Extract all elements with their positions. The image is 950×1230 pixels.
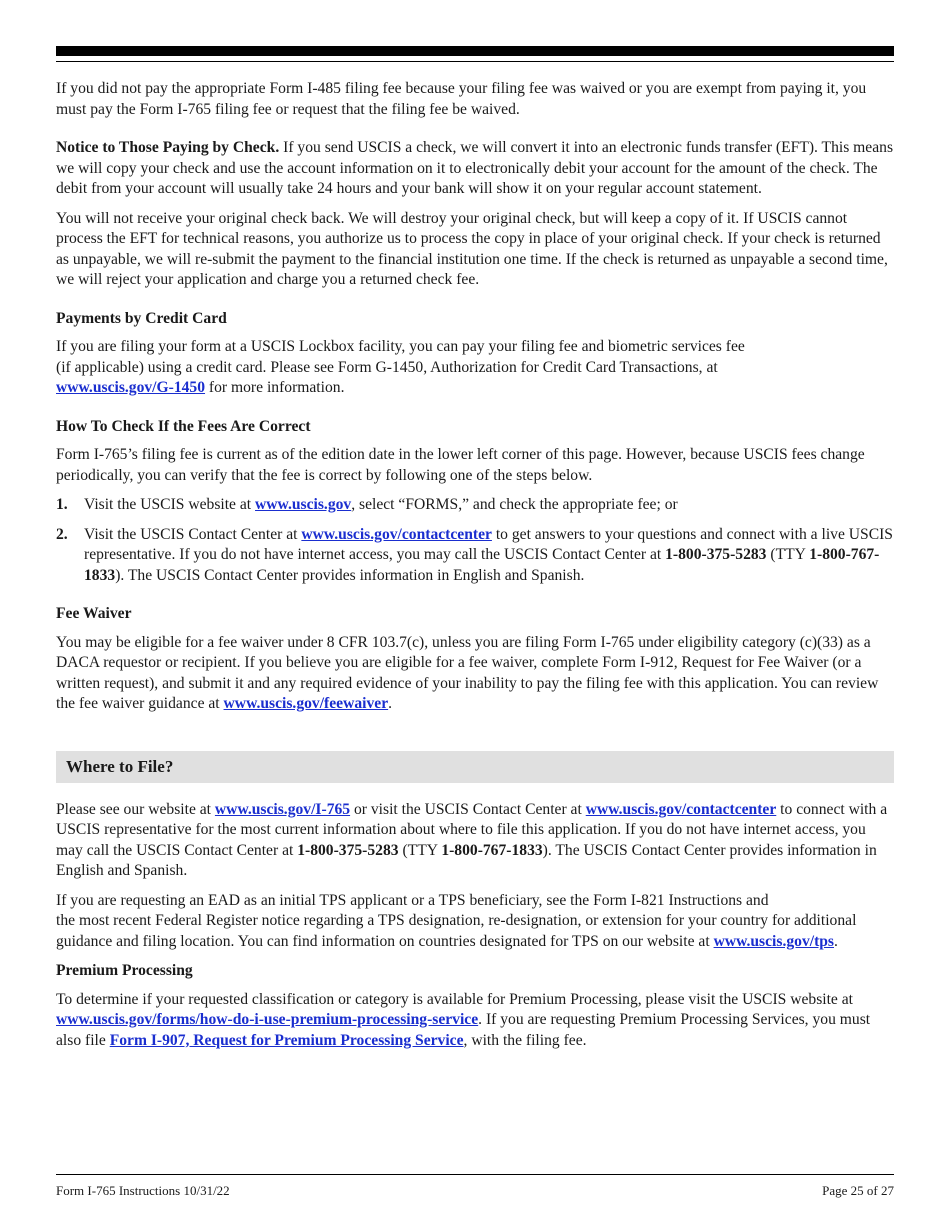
list-item	[56, 495, 894, 516]
credit-card-paragraph	[56, 337, 894, 399]
list-item	[56, 525, 894, 587]
list-item-number: 1.	[56, 496, 68, 513]
intro-paragraph: If you did not pay the appropriate Form I-485 filing fee because your filing fee was waived or you are exempt from paying it, you must pay the Form I-765 filing fee or request that the filing fee be waived.	[56, 80, 867, 118]
footer-rule	[56, 1174, 894, 1175]
where-to-file-paragraph-2	[56, 891, 894, 953]
header-rule-thin	[56, 61, 894, 62]
wtf-text: Please see our website at	[56, 800, 215, 818]
premium-text: . If you are requesting Premium Processing Services, you must also file	[56, 1011, 871, 1049]
page-content	[56, 79, 894, 1060]
premium-text: , with the filing fee.	[463, 1031, 587, 1049]
list-item-text: Visit the USCIS website at	[84, 496, 256, 513]
where-to-file-heading: Where to File?	[66, 756, 174, 776]
check-return-paragraph: You will not receive your original check back. We will destroy your original check, but will keep a copy of it. If USCIS cannot process the EFT for technical reasons, you authorize us to process the copy in place of your original check. If your check is returned as unpayable, we will re-submit the payment to the financial institution one time. If the check is returned as unpayable a second time, we will reject your application and charge you a returned check fee.	[56, 209, 888, 288]
fee-waiver-after: .	[388, 695, 393, 712]
tps-text: the most recent Federal Register notice regarding a TPS designation, re-designation, or extension for your country for additional guidance and filing location. You can find information on countries designated for TPS on our website at	[56, 912, 857, 950]
list-item-text: Visit the USCIS Contact Center at	[84, 525, 302, 543]
check-fees-heading: How To Check If the Fees Are Correct	[56, 417, 311, 435]
tps-link[interactable]: www.uscis.gov/tps	[713, 932, 835, 950]
check-notice-text: If you send USCIS a check, we will convert it into an electronic funds transfer (EFT). This means we will copy your check and use the account information on it to electronically debit your account for the amount of the check. The debit from your account will usually take 24 hours and your bank will show it on your regular account statement.	[56, 139, 894, 197]
credit-card-after: for more information.	[205, 379, 345, 396]
phone-number: 1-800-375-5283	[297, 841, 399, 859]
tps-line1: If you are requesting an EAD as an initial TPS applicant or a TPS beneficiary, see the Form I-821 Instructions and	[56, 891, 769, 909]
premium-processing-heading: Premium Processing	[56, 962, 193, 979]
form-i907-link[interactable]: Form I-907, Request for Premium Processing Service	[109, 1031, 464, 1049]
check-fees-paragraph: Form I-765’s filing fee is current as of the edition date in the lower left corner of this page. However, because USCIS fees change periodically, you can verify that the fee is correct by following one of the steps below.	[56, 446, 865, 484]
contact-center-link[interactable]: www.uscis.gov/contactcenter	[585, 800, 777, 818]
premium-processing-link[interactable]: www.uscis.gov/forms/how-do-i-use-premium-processing-service	[56, 1011, 479, 1028]
list-item-text: ). The USCIS Contact Center provides information in English and Spanish.	[115, 566, 585, 584]
fee-waiver-heading: Fee Waiver	[56, 605, 132, 622]
footer-page-number: Page 25 of 27	[822, 1183, 894, 1198]
phone-number: 1-800-375-5283	[665, 546, 767, 563]
tty-number: 1-800-767-1833	[441, 841, 543, 859]
where-to-file-section-bar	[56, 751, 894, 783]
premium-processing-paragraph	[56, 990, 894, 1052]
g1450-link[interactable]: www.uscis.gov/G-1450	[56, 379, 206, 396]
where-to-file-paragraph-1	[56, 800, 894, 882]
list-item-number: 2.	[56, 525, 68, 543]
tps-after: .	[834, 932, 838, 950]
tty-number: 1-800-767-1833	[84, 546, 880, 584]
premium-text: To determine if your requested classification or category is available for Premium Processing, please visit the USCIS website at	[56, 990, 854, 1008]
credit-card-line2: (if applicable) using a credit card. Please see Form G-1450, Authorization for Credit Card Transactions, at	[56, 358, 718, 376]
credit-card-heading: Payments by Credit Card	[56, 309, 227, 327]
fee-waiver-paragraph	[56, 633, 894, 715]
wtf-text: to connect with a USCIS representative for the most current information about where to file this application. If you do not have internet access, you may call the USCIS Contact Center at	[56, 800, 888, 859]
i765-link[interactable]: www.uscis.gov/I-765	[214, 800, 351, 818]
check-notice-heading: Notice to Those Paying by Check.	[56, 139, 280, 156]
header-rule-thick	[56, 46, 894, 56]
wtf-text: ). The USCIS Contact Center provides information in English and Spanish.	[56, 841, 877, 879]
footer-form-edition: Form I-765 Instructions 10/31/22	[56, 1183, 230, 1198]
uscis-website-link[interactable]: www.uscis.gov	[255, 496, 352, 513]
fee-waiver-text: You may be eligible for a fee waiver under 8 CFR 103.7(c), unless you are filing Form I-765 under eligibility category (c)(33) as a DACA requestor or recipient. If you believe you are eligible for a fee waiver, complete Form I-912, Request for Fee Waiver (or a written request), and submit it and any required evidence of your inability to pay the filing fee with this application. You can review the fee waiver guidance at	[56, 633, 879, 712]
wtf-text: or visit the USCIS Contact Center at	[350, 800, 586, 818]
credit-card-line1: If you are filing your form at a USCIS Lockbox facility, you can pay your filing fee and biometric services fee	[56, 338, 745, 355]
fee-waiver-link[interactable]: www.uscis.gov/feewaiver	[223, 695, 389, 712]
list-item-text: , select “FORMS,” and check the appropriate fee; or	[351, 496, 678, 513]
contact-center-link[interactable]: www.uscis.gov/contactcenter	[301, 525, 492, 543]
list-item-text: (TTY	[766, 546, 810, 563]
check-fees-list	[56, 495, 894, 586]
check-notice-paragraph	[56, 138, 894, 200]
wtf-text: (TTY	[398, 841, 442, 859]
list-item-text: to get answers to your questions and connect with a live USCIS representative. If you do not have internet access, you may call the USCIS Contact Center at	[84, 525, 893, 563]
